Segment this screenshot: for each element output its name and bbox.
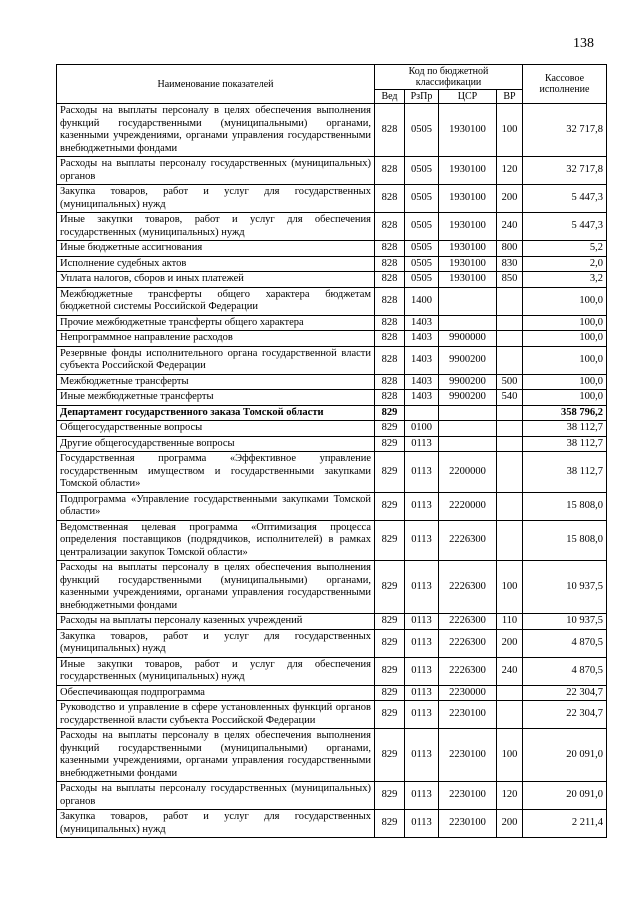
row-rzpr-cell: 1403 xyxy=(405,346,439,374)
header-ved: Вед xyxy=(375,90,405,104)
row-rzpr-cell xyxy=(405,405,439,421)
row-ved-cell: 829 xyxy=(375,520,405,561)
header-vr: ВР xyxy=(497,90,523,104)
row-ved-cell: 828 xyxy=(375,331,405,347)
row-vr-cell: 850 xyxy=(497,272,523,288)
row-csr-cell: 1930100 xyxy=(439,213,497,241)
row-vr-cell xyxy=(497,685,523,701)
row-vr-cell: 100 xyxy=(497,729,523,782)
row-csr-cell: 1930100 xyxy=(439,256,497,272)
row-name-cell: Иные бюджетные ассигнования xyxy=(57,241,375,257)
row-name-cell: Общегосударственные вопросы xyxy=(57,421,375,437)
row-ved-cell: 828 xyxy=(375,157,405,185)
table-row xyxy=(57,287,607,315)
row-csr-cell: 9900200 xyxy=(439,374,497,390)
row-rzpr-cell: 0505 xyxy=(405,104,439,157)
header-indicator-name: Наименование показателей xyxy=(57,65,375,104)
row-name-cell: Государственная программа «Эффективное управление государственным имуществом и государственными закупками Томской области» xyxy=(57,452,375,493)
row-rzpr-cell: 0113 xyxy=(405,685,439,701)
row-amount-cell: 38 112,7 xyxy=(523,452,607,493)
table-row xyxy=(57,315,607,331)
row-csr-cell: 2230100 xyxy=(439,782,497,810)
row-name-cell: Ведомственная целевая программа «Оптимизация процесса определения поставщиков (подрядчиков, исполнителей) в рамках централизации закупок Томской области» xyxy=(57,520,375,561)
row-vr-cell: 110 xyxy=(497,614,523,630)
table-row xyxy=(57,657,607,685)
row-rzpr-cell: 1400 xyxy=(405,287,439,315)
row-name-cell: Резервные фонды исполнительного органа государственной власти субъекта Российской Федерации xyxy=(57,346,375,374)
row-rzpr-cell: 0505 xyxy=(405,213,439,241)
table-row xyxy=(57,782,607,810)
row-ved-cell: 828 xyxy=(375,104,405,157)
row-ved-cell: 829 xyxy=(375,701,405,729)
row-amount-cell: 2,0 xyxy=(523,256,607,272)
table-row xyxy=(57,729,607,782)
row-amount-cell: 5 447,3 xyxy=(523,213,607,241)
row-vr-cell: 240 xyxy=(497,657,523,685)
table-row xyxy=(57,405,607,421)
table-row xyxy=(57,685,607,701)
row-name-cell: Расходы на выплаты персоналу в целях обеспечения выполнения функций государственными (муниципальными) органами, казенными учреждениями, органами управления государственными внебюджетными фондами xyxy=(57,104,375,157)
row-vr-cell: 830 xyxy=(497,256,523,272)
row-amount-cell: 100,0 xyxy=(523,346,607,374)
row-vr-cell: 240 xyxy=(497,213,523,241)
row-rzpr-cell: 0113 xyxy=(405,701,439,729)
table-row xyxy=(57,390,607,406)
row-amount-cell: 100,0 xyxy=(523,331,607,347)
row-amount-cell: 32 717,8 xyxy=(523,157,607,185)
row-ved-cell: 828 xyxy=(375,241,405,257)
row-csr-cell: 2230100 xyxy=(439,729,497,782)
row-name-cell: Непрограммное направление расходов xyxy=(57,331,375,347)
header-cash-execution: Кассовое исполнение xyxy=(523,65,607,104)
row-csr-cell: 2230100 xyxy=(439,810,497,838)
row-csr-cell: 1930100 xyxy=(439,104,497,157)
row-vr-cell xyxy=(497,287,523,315)
row-ved-cell: 829 xyxy=(375,810,405,838)
table-row xyxy=(57,331,607,347)
row-name-cell: Закупка товаров, работ и услуг для государственных (муниципальных) нужд xyxy=(57,185,375,213)
row-name-cell: Уплата налогов, сборов и иных платежей xyxy=(57,272,375,288)
row-amount-cell: 22 304,7 xyxy=(523,685,607,701)
row-amount-cell: 15 808,0 xyxy=(523,492,607,520)
row-rzpr-cell: 0113 xyxy=(405,629,439,657)
row-name-cell: Руководство и управление в сфере установленных функций органов государственной власти субъекта Российской Федерации xyxy=(57,701,375,729)
table-row xyxy=(57,629,607,657)
row-csr-cell: 2230000 xyxy=(439,685,497,701)
row-csr-cell xyxy=(439,287,497,315)
header-code-group: Код по бюджетной классификации xyxy=(375,65,523,90)
row-vr-cell: 540 xyxy=(497,390,523,406)
row-ved-cell: 829 xyxy=(375,561,405,614)
table-row xyxy=(57,346,607,374)
row-name-cell: Расходы на выплаты персоналу государственных (муниципальных) органов xyxy=(57,782,375,810)
row-amount-cell: 10 937,5 xyxy=(523,614,607,630)
row-ved-cell: 829 xyxy=(375,452,405,493)
row-amount-cell: 22 304,7 xyxy=(523,701,607,729)
row-amount-cell: 100,0 xyxy=(523,374,607,390)
table-row xyxy=(57,520,607,561)
row-ved-cell: 828 xyxy=(375,213,405,241)
row-ved-cell: 829 xyxy=(375,421,405,437)
row-name-cell: Закупка товаров, работ и услуг для государственных (муниципальных) нужд xyxy=(57,810,375,838)
row-name-cell: Прочие межбюджетные трансферты общего характера xyxy=(57,315,375,331)
row-vr-cell: 200 xyxy=(497,629,523,657)
row-ved-cell: 828 xyxy=(375,346,405,374)
row-name-cell: Расходы на выплаты персоналу в целях обеспечения выполнения функций государственными (муниципальными) органами, казенными учреждениями, органами управления государственными внебюджетными фондами xyxy=(57,729,375,782)
row-name-cell: Иные закупки товаров, работ и услуг для обеспечения государственных (муниципальных) нужд xyxy=(57,213,375,241)
table-row xyxy=(57,421,607,437)
row-rzpr-cell: 1403 xyxy=(405,374,439,390)
row-ved-cell: 828 xyxy=(375,272,405,288)
row-amount-cell: 20 091,0 xyxy=(523,729,607,782)
row-ved-cell: 828 xyxy=(375,256,405,272)
table-row xyxy=(57,561,607,614)
table-row xyxy=(57,452,607,493)
row-ved-cell: 829 xyxy=(375,436,405,452)
row-amount-cell: 10 937,5 xyxy=(523,561,607,614)
row-rzpr-cell: 0113 xyxy=(405,810,439,838)
row-vr-cell: 500 xyxy=(497,374,523,390)
row-amount-cell: 4 870,5 xyxy=(523,657,607,685)
row-rzpr-cell: 0505 xyxy=(405,185,439,213)
row-ved-cell: 829 xyxy=(375,614,405,630)
table-row xyxy=(57,701,607,729)
row-name-cell: Другие общегосударственные вопросы xyxy=(57,436,375,452)
row-ved-cell: 829 xyxy=(375,657,405,685)
row-vr-cell: 120 xyxy=(497,157,523,185)
row-ved-cell: 829 xyxy=(375,782,405,810)
row-name-cell: Расходы на выплаты персоналу казенных учреждений xyxy=(57,614,375,630)
row-name-cell: Межбюджетные трансферты общего характера бюджетам бюджетной системы Российской Федерации xyxy=(57,287,375,315)
row-name-cell: Подпрограмма «Управление государственными закупками Томской области» xyxy=(57,492,375,520)
table-header xyxy=(57,65,607,104)
row-ved-cell: 829 xyxy=(375,492,405,520)
table-row xyxy=(57,157,607,185)
row-name-cell: Обеспечивающая подпрограмма xyxy=(57,685,375,701)
row-vr-cell xyxy=(497,405,523,421)
page-number: 138 xyxy=(573,36,594,51)
row-rzpr-cell: 0505 xyxy=(405,256,439,272)
row-csr-cell: 2226300 xyxy=(439,629,497,657)
row-name-cell: Расходы на выплаты персоналу государственных (муниципальных) органов xyxy=(57,157,375,185)
row-rzpr-cell: 1403 xyxy=(405,390,439,406)
row-csr-cell: 1930100 xyxy=(439,185,497,213)
row-ved-cell: 829 xyxy=(375,685,405,701)
row-amount-cell: 38 112,7 xyxy=(523,436,607,452)
row-rzpr-cell: 0113 xyxy=(405,614,439,630)
row-amount-cell: 20 091,0 xyxy=(523,782,607,810)
row-name-cell: Закупка товаров, работ и услуг для государственных (муниципальных) нужд xyxy=(57,629,375,657)
row-name-cell: Иные межбюджетные трансферты xyxy=(57,390,375,406)
row-amount-cell: 5 447,3 xyxy=(523,185,607,213)
table-row xyxy=(57,374,607,390)
budget-execution-table xyxy=(56,64,607,838)
row-csr-cell: 2226300 xyxy=(439,657,497,685)
row-vr-cell xyxy=(497,520,523,561)
header-csr: ЦСР xyxy=(439,90,497,104)
row-amount-cell: 100,0 xyxy=(523,315,607,331)
row-name-cell: Департамент государственного заказа Томской области xyxy=(57,405,375,421)
row-rzpr-cell: 0100 xyxy=(405,421,439,437)
row-vr-cell xyxy=(497,701,523,729)
row-csr-cell xyxy=(439,315,497,331)
row-csr-cell: 9900000 xyxy=(439,331,497,347)
row-name-cell: Межбюджетные трансферты xyxy=(57,374,375,390)
row-amount-cell: 4 870,5 xyxy=(523,629,607,657)
table-row xyxy=(57,213,607,241)
table-row xyxy=(57,104,607,157)
row-rzpr-cell: 0505 xyxy=(405,272,439,288)
row-rzpr-cell: 0113 xyxy=(405,657,439,685)
row-ved-cell: 829 xyxy=(375,405,405,421)
row-vr-cell xyxy=(497,492,523,520)
row-rzpr-cell: 0113 xyxy=(405,436,439,452)
row-csr-cell: 2226300 xyxy=(439,614,497,630)
row-amount-cell: 15 808,0 xyxy=(523,520,607,561)
row-vr-cell: 800 xyxy=(497,241,523,257)
table-row xyxy=(57,272,607,288)
row-ved-cell: 829 xyxy=(375,629,405,657)
table-row xyxy=(57,241,607,257)
row-ved-cell: 828 xyxy=(375,185,405,213)
row-amount-cell: 32 717,8 xyxy=(523,104,607,157)
row-vr-cell: 200 xyxy=(497,185,523,213)
row-name-cell: Расходы на выплаты персоналу в целях обеспечения выполнения функций государственными (муниципальными) органами, казенными учреждениями, органами управления государственными внебюджетными фондами xyxy=(57,561,375,614)
row-csr-cell: 1930100 xyxy=(439,157,497,185)
row-vr-cell xyxy=(497,315,523,331)
row-csr-cell xyxy=(439,421,497,437)
table-row xyxy=(57,492,607,520)
row-vr-cell: 120 xyxy=(497,782,523,810)
row-name-cell: Исполнение судебных актов xyxy=(57,256,375,272)
row-rzpr-cell: 0113 xyxy=(405,492,439,520)
row-vr-cell: 100 xyxy=(497,561,523,614)
table-row xyxy=(57,185,607,213)
row-name-cell: Иные закупки товаров, работ и услуг для обеспечения государственных (муниципальных) нужд xyxy=(57,657,375,685)
row-amount-cell: 100,0 xyxy=(523,390,607,406)
row-csr-cell: 9900200 xyxy=(439,346,497,374)
row-vr-cell xyxy=(497,421,523,437)
table-body xyxy=(57,104,607,838)
row-csr-cell xyxy=(439,436,497,452)
table-row xyxy=(57,436,607,452)
row-amount-cell: 2 211,4 xyxy=(523,810,607,838)
row-vr-cell xyxy=(497,331,523,347)
row-vr-cell: 100 xyxy=(497,104,523,157)
row-vr-cell xyxy=(497,436,523,452)
row-csr-cell: 2200000 xyxy=(439,452,497,493)
header-rzpr: РзПр xyxy=(405,90,439,104)
row-amount-cell: 5,2 xyxy=(523,241,607,257)
row-ved-cell: 828 xyxy=(375,287,405,315)
row-rzpr-cell: 1403 xyxy=(405,315,439,331)
table-row xyxy=(57,256,607,272)
row-csr-cell: 2226300 xyxy=(439,520,497,561)
row-rzpr-cell: 1403 xyxy=(405,331,439,347)
row-rzpr-cell: 0113 xyxy=(405,561,439,614)
row-csr-cell: 1930100 xyxy=(439,272,497,288)
row-csr-cell: 2220000 xyxy=(439,492,497,520)
row-vr-cell: 200 xyxy=(497,810,523,838)
table-row xyxy=(57,810,607,838)
row-ved-cell: 829 xyxy=(375,729,405,782)
row-rzpr-cell: 0113 xyxy=(405,729,439,782)
row-vr-cell xyxy=(497,346,523,374)
row-rzpr-cell: 0505 xyxy=(405,241,439,257)
row-csr-cell: 9900200 xyxy=(439,390,497,406)
row-rzpr-cell: 0113 xyxy=(405,452,439,493)
row-csr-cell xyxy=(439,405,497,421)
row-rzpr-cell: 0113 xyxy=(405,782,439,810)
table-row xyxy=(57,614,607,630)
row-rzpr-cell: 0113 xyxy=(405,520,439,561)
row-csr-cell: 2230100 xyxy=(439,701,497,729)
row-ved-cell: 828 xyxy=(375,315,405,331)
row-vr-cell xyxy=(497,452,523,493)
row-ved-cell: 828 xyxy=(375,390,405,406)
row-amount-cell: 38 112,7 xyxy=(523,421,607,437)
row-csr-cell: 1930100 xyxy=(439,241,497,257)
row-amount-cell: 358 796,2 xyxy=(523,405,607,421)
row-rzpr-cell: 0505 xyxy=(405,157,439,185)
row-csr-cell: 2226300 xyxy=(439,561,497,614)
row-ved-cell: 828 xyxy=(375,374,405,390)
row-amount-cell: 3,2 xyxy=(523,272,607,288)
row-amount-cell: 100,0 xyxy=(523,287,607,315)
